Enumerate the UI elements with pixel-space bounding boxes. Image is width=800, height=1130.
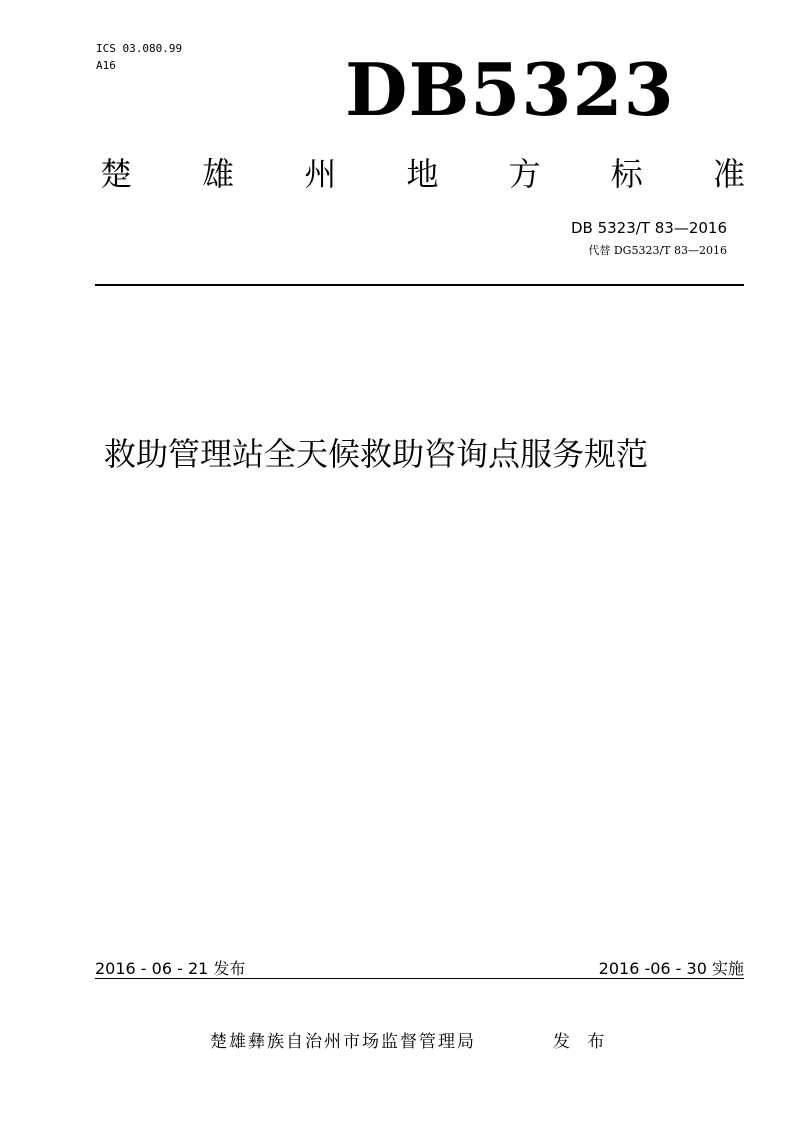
standard-type-char: 州	[304, 155, 337, 193]
standard-type-char: 地	[406, 155, 439, 193]
standard-number: DB 5323/T 83—2016	[570, 219, 727, 237]
standard-type-char: 方	[508, 155, 541, 193]
standard-type-heading	[100, 154, 745, 194]
standard-code-heading: DB5323	[345, 47, 675, 132]
standard-type-char: 准	[712, 155, 745, 193]
implementation-date: 2016 -06 - 30 实施	[598, 959, 744, 978]
standard-type-char: 标	[610, 155, 643, 193]
issuing-authority: 楚雄彝族自治州市场监督管理局	[210, 1032, 476, 1052]
classification-codes	[96, 40, 182, 74]
publish-date: 2016 - 06 - 21 发布	[95, 959, 246, 978]
replaced-standard-number: 代替 DG5323/T 83—2016	[588, 244, 727, 257]
standard-type-char: 雄	[202, 155, 235, 193]
dates-divider	[95, 978, 744, 979]
header-divider	[95, 284, 744, 286]
document-title: 救助管理站全天候救助咨询点服务规范	[104, 435, 649, 473]
issue-action: 发 布	[553, 1032, 611, 1052]
ics-code: ICS 03.080.99	[96, 42, 183, 55]
standard-type-char: 楚	[100, 155, 133, 193]
category-code: A16	[96, 59, 116, 72]
